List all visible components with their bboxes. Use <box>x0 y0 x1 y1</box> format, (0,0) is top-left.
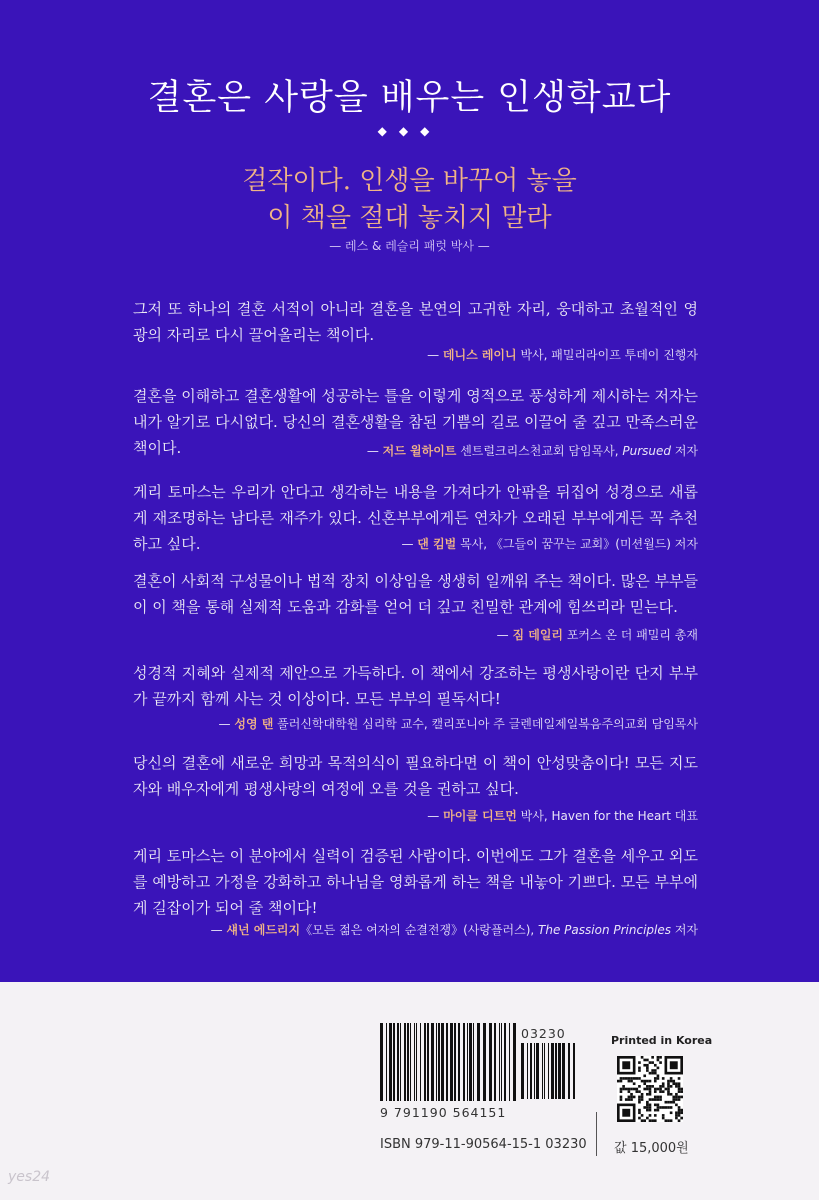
review-text: 게리 토마스는 우리가 안다고 생각하는 내용을 가져다가 안팎을 뒤집어 성경으로 새롭게 재조명하는 남다른 재주가 있다. 신혼부부에게든 연차가 오래된 부부에게든 꼭 추천하고 싶다. <box>133 483 698 553</box>
barcode-bars <box>378 1023 518 1103</box>
book-tagline: 결혼은 사랑을 배우는 인생학교다 <box>147 78 672 118</box>
reviewer-name: 저드 윌하이트 <box>382 444 457 458</box>
barcode-bar <box>494 1023 496 1101</box>
barcode-bar <box>469 1023 472 1101</box>
barcode-bar <box>489 1023 492 1101</box>
review-block <box>133 568 698 648</box>
barcode-bar <box>568 1043 570 1099</box>
barcode-bar <box>548 1043 549 1099</box>
review-block <box>133 479 698 559</box>
review-attribution <box>367 442 698 459</box>
review-attribution <box>401 535 698 552</box>
barcode-bar <box>431 1023 434 1101</box>
barcode-bar <box>416 1023 417 1101</box>
barcode-bar <box>386 1023 387 1101</box>
reviewer-role: 목사, 《그들이 꿈꾸는 교회》(미션월드) 저자 <box>456 537 698 551</box>
reviewer-role: 박사, 패밀리라이프 투데이 진행자 <box>516 348 698 362</box>
reviewer-name: 마이클 디트먼 <box>443 809 517 823</box>
attr-dash: — <box>210 923 227 937</box>
reviewer-name: 짐 데일리 <box>512 628 563 642</box>
barcode-bar <box>477 1023 480 1101</box>
watermark-logo: yes24 <box>8 1169 51 1185</box>
headline-line-1: 걸작이다. 인생을 바꾸어 놓을 <box>242 166 577 196</box>
reviewer-name: 데니스 레이니 <box>442 348 517 362</box>
barcode-bar <box>450 1023 453 1101</box>
barcode-bar <box>446 1023 448 1101</box>
barcode-bar <box>467 1023 468 1101</box>
barcode-bar <box>427 1023 429 1101</box>
ornament-dots: ◆◆◆ <box>377 124 442 138</box>
barcode-bar <box>544 1043 545 1099</box>
attr-dash: — <box>427 348 443 362</box>
reviewer-role: 센트럴크리스천교회 담임목사, <box>456 444 623 458</box>
headline-line-2: 이 책을 절대 놓치지 말라 <box>267 203 552 233</box>
price-label: 값 15,000원 <box>614 1141 689 1156</box>
review-text: 결혼을 이해하고 결혼생활에 성공하는 틀을 이렇게 영적으로 풍성하게 제시하는 저자는 내가 알기로 다시없다. 당신의 결혼생활을 참된 기쁨의 길로 이끌어 줄 깊고 만족스러운 책이다. <box>133 387 698 457</box>
barcode-bar <box>400 1023 401 1101</box>
barcode-bar <box>410 1023 411 1101</box>
review-text: 그저 또 하나의 결혼 서적이 아니라 결혼을 본연의 고귀한 자리, 웅대하고 초월적인 영광의 자리로 다시 끌어올리는 책이다. <box>133 300 698 344</box>
reviewer-role-tail: 저자 <box>671 444 698 458</box>
barcode-bar <box>483 1023 486 1101</box>
review-attribution <box>497 626 698 643</box>
barcode-addon-bars <box>519 1043 577 1099</box>
reviewer-role: 박사, Haven for the Heart 대표 <box>516 809 698 823</box>
review-attribution <box>219 715 698 732</box>
review-text: 결혼이 사회적 구성물이나 법적 장치 이상임을 생생히 일깨워 주는 책이다. 많은 부부들이 이 책을 통해 실제적 도움과 감화를 얻어 더 깊고 친밀한 관계에 힘쓰리라 믿는다. <box>133 572 698 616</box>
barcode-bar <box>504 1023 506 1101</box>
barcode-bar <box>397 1023 399 1101</box>
review-block <box>133 843 698 943</box>
reviewer-name: 섀넌 에드리지 <box>226 923 301 937</box>
attr-dash: — <box>496 628 513 642</box>
barcode-addon-digits: 03230 <box>521 1026 566 1041</box>
barcode-bar <box>458 1023 460 1101</box>
barcode-bar <box>558 1043 561 1099</box>
barcode-bar <box>441 1023 444 1101</box>
barcode-bar <box>513 1023 516 1101</box>
reviewer-role: 풀러신학대학원 심리학 교수, 캘리포니아 주 글렌데일제일복음주의교회 담임목사 <box>273 717 698 731</box>
review-attribution <box>211 921 698 938</box>
attr-dash: — <box>366 444 383 458</box>
barcode-bar <box>527 1043 528 1099</box>
printed-in-label: Printed in Korea <box>611 1034 713 1047</box>
barcode-bar <box>438 1023 440 1101</box>
review-attribution <box>427 807 698 824</box>
barcode-bar <box>536 1043 539 1099</box>
barcode-bar <box>420 1023 421 1101</box>
barcode-bar <box>414 1023 415 1101</box>
review-block <box>133 750 698 830</box>
reviewer-work: Pursued <box>622 444 671 458</box>
attr-dash: — <box>218 717 235 731</box>
reviewer-role-tail: 저자 <box>671 923 698 937</box>
qr-code-icon <box>617 1056 683 1122</box>
barcode-bar <box>551 1043 554 1099</box>
barcode-bar <box>389 1023 392 1101</box>
barcode-bar <box>393 1023 395 1101</box>
review-text: 성경적 지혜와 실제적 제안으로 가득하다. 이 책에서 강조하는 평생사랑이란 단지 부부가 끝까지 함께 사는 것 이상이다. 모든 부부의 필독서다! <box>133 664 698 708</box>
barcode-bar <box>555 1043 557 1099</box>
barcode-bar <box>454 1023 456 1101</box>
review-text: 게리 토마스는 이 분야에서 실력이 검증된 사람이다. 이번에도 그가 결혼을 세우고 외도를 예방하고 가정을 강화하고 하나님을 영화롭게 하는 책을 내놓아 기쁘다. 모든 부부에게 길잡이가 되어 줄 책이다! <box>133 847 698 917</box>
barcode-bar <box>530 1043 532 1099</box>
barcode-bar <box>542 1043 543 1099</box>
barcode-bar <box>380 1023 383 1101</box>
barcode-bar <box>407 1023 409 1101</box>
barcode-bar <box>436 1023 437 1101</box>
barcode-bar <box>424 1023 426 1101</box>
barcode-bar <box>404 1023 406 1101</box>
reviewer-name: 성영 탠 <box>234 717 274 731</box>
barcode-bar <box>501 1023 502 1101</box>
reviewer-role: 《모든 젊은 여자의 순결전쟁》(사랑플러스), <box>300 923 539 937</box>
attr-dash: — <box>401 537 418 551</box>
barcode-bar <box>521 1043 524 1099</box>
reviewer-name: 댄 킴벌 <box>417 537 457 551</box>
vertical-divider <box>596 1112 597 1156</box>
review-block <box>133 660 698 740</box>
review-block <box>133 383 698 463</box>
review-block <box>133 296 698 376</box>
barcode-bar <box>509 1023 510 1101</box>
review-attribution <box>427 346 698 363</box>
reviewer-work: The Passion Principles <box>538 923 671 937</box>
headline-attribution: — 레스 & 레슬리 패럿 박사 — <box>329 239 490 253</box>
attr-dash: — <box>427 809 444 823</box>
isbn-text: ISBN 979-11-90564-15-1 03230 <box>380 1137 587 1152</box>
barcode-bar <box>573 1043 575 1099</box>
review-text: 당신의 결혼에 새로운 희망과 목적의식이 필요하다면 이 책이 안성맞춤이다! 모든 지도자와 배우자에게 평생사랑의 여정에 오를 것을 권하고 싶다. <box>133 754 698 798</box>
barcode-bar <box>473 1023 474 1101</box>
barcode-bar <box>463 1023 465 1101</box>
barcode-digits: 9 791190 564151 <box>380 1105 507 1120</box>
barcode-bar <box>499 1023 500 1101</box>
barcode-bar <box>562 1043 565 1099</box>
barcode-bar <box>534 1043 535 1099</box>
reviewer-role: 포커스 온 더 패밀리 총재 <box>563 628 698 642</box>
